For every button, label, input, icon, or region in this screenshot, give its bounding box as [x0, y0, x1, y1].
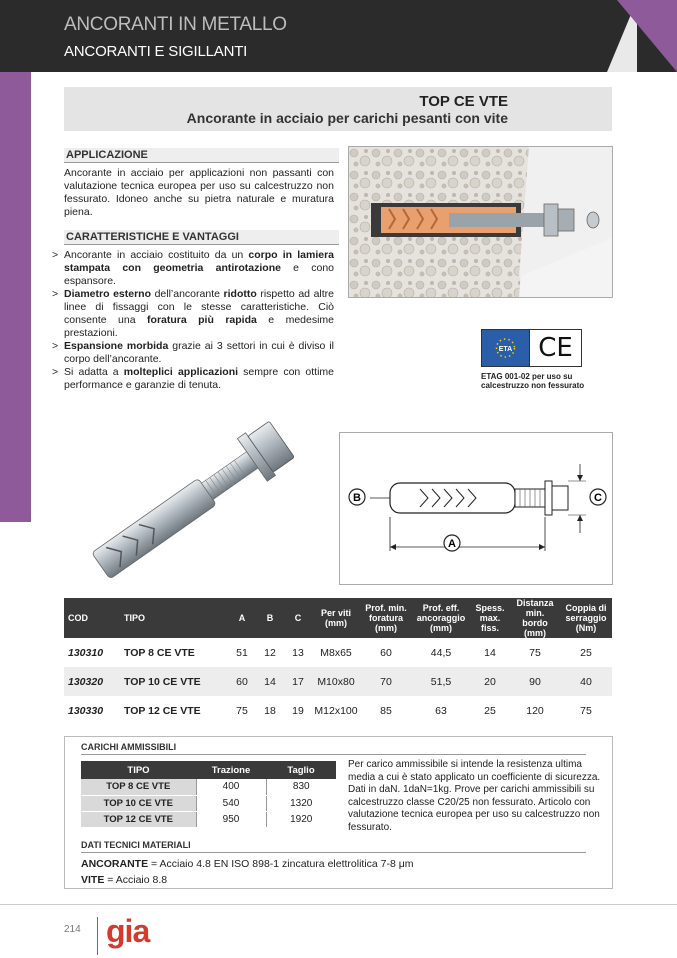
header-accent [617, 0, 677, 72]
bullet-arrow: > [52, 340, 59, 352]
table-row: 130310 TOP 8 CE VTE 51 12 13 M8x65 60 44,5 14 75 25 [68, 646, 592, 659]
feature-item: > Si adatta a molteplici applicazioni sempre con ottime performance e garanzie di tenuta. [52, 366, 334, 391]
col-header: C [284, 598, 312, 638]
bullet-arrow: > [52, 288, 59, 300]
header-category: ANCORANTI IN METALLO [64, 14, 287, 35]
spec-table-header [64, 598, 612, 638]
page-header [0, 0, 677, 72]
loads-note: Per carico ammissibile si intende la resistenza ultima media a cui è stato applicato un coefficiente di sicurezza. Dati in daN. 1daN=1kg. Prove per carichi ammissibili su calcestruzzo classe C20/25 non fessurato. Articolo con valutazione tecnica europea per uso su calcestruzzo non fessurato. [348, 759, 601, 833]
material-vite: VITE = Acciaio 8.8 [81, 874, 168, 886]
col-header: COD [64, 598, 120, 638]
side-accent-bar [0, 72, 31, 522]
page-number: 214 [64, 924, 81, 935]
product-subtitle: Ancorante in acciaio per carichi pesanti con vite [186, 110, 508, 126]
features-list [52, 249, 334, 392]
col-header: Spess. max. fiss. [470, 598, 510, 638]
svg-text:ETA: ETA [498, 346, 513, 353]
table-row: TOP 8 CE VTE 400 830 [81, 779, 336, 795]
product-title-box [64, 87, 612, 131]
dati-tecnici-heading: DATI TECNICI MATERIALI [81, 840, 586, 853]
product-photo [60, 410, 330, 590]
eta-logo [482, 330, 530, 366]
col-header: A [228, 598, 256, 638]
col-header: TIPO [120, 598, 228, 638]
col-header: Per viti (mm) [312, 598, 360, 638]
table-row: 130320 TOP 10 CE VTE 60 14 17 M10x80 70 51,5 20 90 40 [64, 667, 612, 696]
applicazione-text: Ancorante in acciaio per applicazioni non passanti con valutazione tecnica europea per uso su calcestruzzo non fessurato. Idoneo anche su pietra naturale e muratura piena. [64, 167, 334, 218]
anchor-bolt-image [60, 410, 330, 590]
feature-item: > Diametro esterno dell’ancorante ridotto rispetto ad altre linee di fissaggi con le stesse caratteristiche. Ciò consente una foratura più rapida e medesime prestazioni. [52, 288, 335, 339]
label-c: C [594, 492, 602, 504]
cert-note: ETAG 001-02 per uso su calcestruzzo non fessurato [481, 372, 585, 390]
footer-divider [0, 904, 677, 905]
feature-item: > Ancorante in acciaio costituito da un corpo in lamiera stampata con geometria antirotazione e cono espansore. [52, 249, 334, 287]
loads-box [64, 736, 613, 889]
col-header: Prof. min. foratura (mm) [360, 598, 412, 638]
header-subcategory: ANCORANTI E SIGILLANTI [64, 43, 248, 60]
table-row: TOP 10 CE VTE 540 1320 [81, 795, 336, 811]
ce-mark: CE [538, 333, 573, 363]
col-header: Coppia di serraggio (Nm) [560, 598, 612, 638]
loads-table [81, 761, 336, 828]
concrete-section-image [349, 147, 613, 298]
brand-logo: gia [106, 913, 150, 949]
footer-separator [97, 917, 98, 955]
label-b: B [353, 492, 361, 504]
col-header: Distanza min. bordo (mm) [510, 598, 560, 638]
col-header: Prof. eff. ancoraggio (mm) [412, 598, 470, 638]
anchor-dimension-drawing [340, 433, 614, 586]
material-ancorante: ANCORANTE = Acciaio 4.8 EN ISO 898-1 zincatura elettrolitica 7-8 μm [81, 858, 414, 870]
applicazione-heading: APPLICAZIONE [64, 148, 339, 163]
loads-header: TIPO Trazione Taglio [81, 761, 336, 779]
bullet-arrow: > [52, 249, 59, 261]
label-a: A [448, 538, 456, 550]
table-row: TOP 12 CE VTE 950 1920 [81, 811, 336, 827]
product-title: TOP CE VTE [419, 93, 508, 110]
table-row: 130330 TOP 12 CE VTE 75 18 19 M12x100 85 63 25 120 75 [68, 704, 592, 717]
feature-item: > Espansione morbida grazie ai 3 settori in cui è diviso il corpo dell’ancorante. [52, 340, 334, 365]
dimension-diagram [339, 432, 613, 585]
col-header: B [256, 598, 284, 638]
installation-illustration [348, 146, 613, 298]
certification-marks [481, 329, 582, 367]
spec-table [64, 598, 612, 725]
carichi-heading: CARICHI AMMISSIBILI [81, 742, 586, 755]
bullet-arrow: > [52, 366, 59, 378]
caratteristiche-heading: CARATTERISTICHE E VANTAGGI [64, 230, 339, 245]
eu-stars-icon [482, 330, 529, 366]
